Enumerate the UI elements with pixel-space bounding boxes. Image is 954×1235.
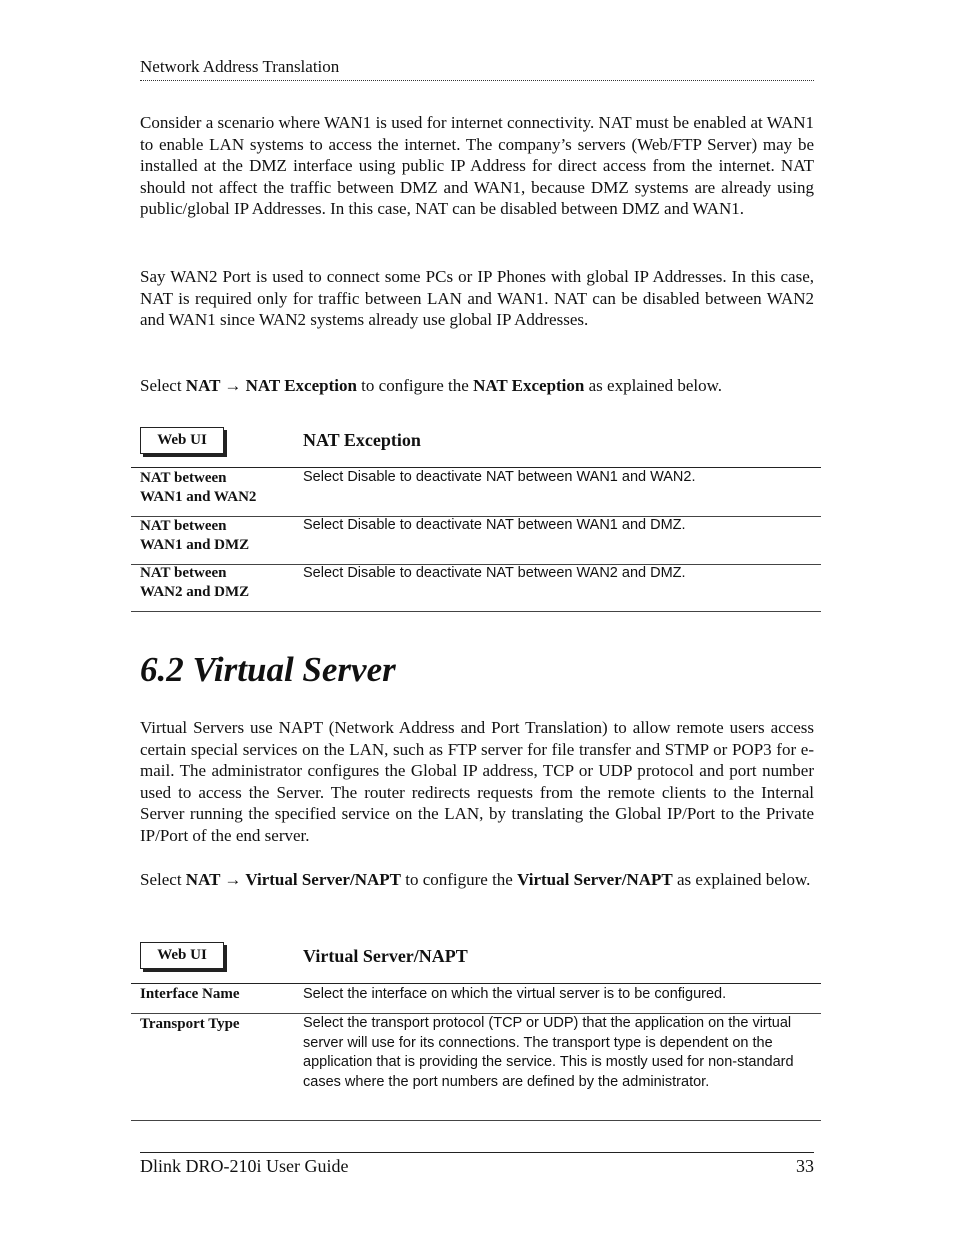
menu-nat: NAT [185,376,221,395]
menu-nat: NAT [185,870,221,889]
nat-wan2-paragraph: Say WAN2 Port is used to connect some PCs or IP Phones with global IP Addresses. In this case, NAT is required only for traffic between LAN and WAN1. NAT can be disabled between WAN2 and WAN1 since WAN2 systems already use global IP Addresses. [140,267,814,329]
running-header: Network Address Translation [140,57,340,76]
section-heading: 6.2 Virtual Server [140,650,396,689]
page-number: 33 [796,1156,814,1176]
row-desc-wan1-wan2: Select Disable to deactivate NAT between WAN1 and WAN2. [303,469,696,485]
virtual-server-table-title: Virtual Server/NAPT [303,946,468,966]
table-top-rule [131,983,821,984]
row-label-interface-name: Interface Name [140,986,240,1002]
row-desc-transport-type: Select the transport protocol (TCP or UDP) that the application on the virtual server will use for its connections. The transport type is dependent on the application that is providing the service. This is mostly used for non-standard cases where the port numbers are defined by the administrator. [303,1015,794,1090]
menu-virtual-server: Virtual Server/NAPT [245,870,401,889]
web-ui-badge: Web UI [140,427,224,454]
row-desc-wan2-dmz: Select Disable to deactivate NAT between WAN2 and DMZ. [303,565,686,581]
row-label-wan1-wan2: NAT between WAN1 and WAN2 [140,470,257,505]
row-label-transport-type: Transport Type [140,1016,240,1032]
nat-exception-instruction: Select NAT → NAT Exception to configure the NAT Exception as explained below. [140,376,723,395]
row-label-wan1-dmz: NAT between WAN1 and DMZ [140,518,250,553]
nat-exception-table-title: NAT Exception [303,430,421,450]
header-divider [140,80,814,81]
virtual-server-paragraph: Virtual Servers use NAPT (Network Address and Port Translation) to allow remote users access certain special services on the LAN, such as FTP server for file transfer and STMP or POP3 for e-mail. The administrator configures the Global IP address, TCP or UDP protocol and port number used to access the Server. The router redirects requests from the remote clients to the Internal Server running the specified service on the LAN, by translating the Global IP/Port to the Private IP/Port of the end server. [140,718,814,845]
virtual-server-instruction: Select NAT → Virtual Server/NAPT to configure the Virtual Server/NAPT as explained below. [140,870,811,889]
row-desc-interface-name: Select the interface on which the virtual server is to be configured. [303,986,727,1002]
menu-nat-exception: NAT Exception [245,376,357,395]
footer-guide-title: Dlink DRO-210i User Guide [140,1156,349,1176]
row-label-wan2-dmz: NAT between WAN2 and DMZ [140,565,250,600]
table-bottom-rule [131,1120,821,1121]
table-bottom-rule [131,611,821,612]
web-ui-badge: Web UI [140,942,224,969]
footer-divider [140,1152,814,1153]
nat-scenario-paragraph: Consider a scenario where WAN1 is used for internet connectivity. NAT must be enabled at WAN1 to enable LAN systems to access the internet. The company’s servers (Web/FTP Server) may be installed at the DMZ interface using public IP Address for direct access from the internet. NAT should not affect the traffic between DMZ and WAN1, because DMZ systems are already using public/global IP Addresses. In this case, NAT can be disabled between DMZ and WAN1. [140,113,814,218]
row-desc-wan1-dmz: Select Disable to deactivate NAT between WAN1 and DMZ. [303,517,686,533]
